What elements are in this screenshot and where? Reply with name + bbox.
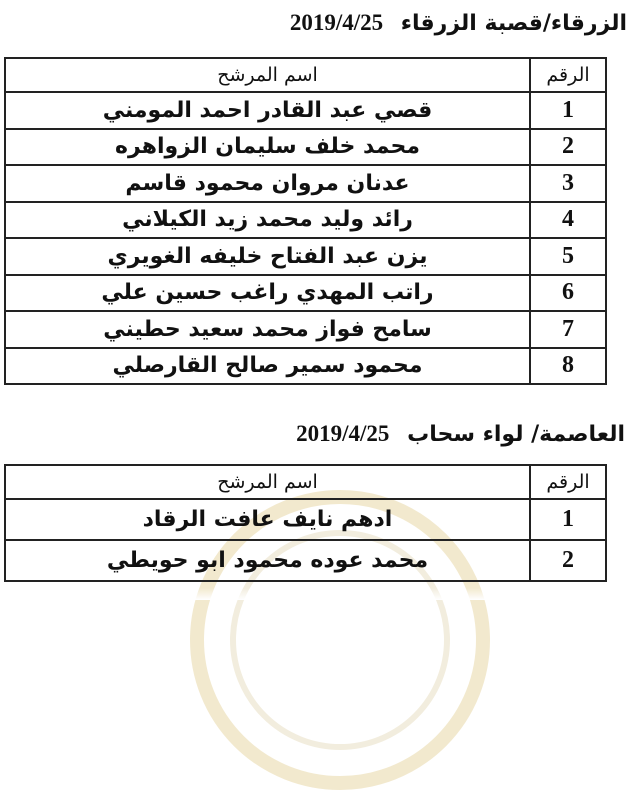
candidate-name: يزن عبد الفتاح خليفه الغويري: [5, 238, 530, 275]
candidate-number: 2: [530, 129, 606, 166]
bottom-edge: [0, 588, 635, 600]
candidate-name: رائد وليد محمد زيد الكيلاني: [5, 202, 530, 239]
candidate-number: 8: [530, 348, 606, 385]
candidate-number: 7: [530, 311, 606, 348]
table-row: [5, 540, 606, 581]
section-title-zarqa: [290, 10, 627, 36]
candidate-name: محمد خلف سليمان الزواهره: [5, 129, 530, 166]
table-header-row: [5, 58, 606, 92]
candidates-table-zarqa: [4, 57, 607, 385]
candidate-number: 3: [530, 165, 606, 202]
candidate-name: عدنان مروان محمود قاسم: [5, 165, 530, 202]
candidate-name: راتب المهدي راغب حسين علي: [5, 275, 530, 312]
header-number: الرقم: [530, 58, 606, 92]
table-header-row: [5, 465, 606, 499]
candidate-number: 1: [530, 499, 606, 540]
table-row: [5, 238, 606, 275]
candidates-table-sahab: [4, 464, 607, 582]
header-number: الرقم: [530, 465, 606, 499]
header-name: اسم المرشح: [5, 58, 530, 92]
section-title-sahab: [296, 421, 625, 447]
candidate-name: سامح فواز محمد سعيد حطيني: [5, 311, 530, 348]
candidate-number: 5: [530, 238, 606, 275]
table-row: [5, 165, 606, 202]
table-row: [5, 129, 606, 166]
candidate-number: 1: [530, 92, 606, 129]
candidate-name: قصي عبد القادر احمد المومني: [5, 92, 530, 129]
section-place: العاصمة/ لواء سحاب: [407, 422, 625, 447]
header-name: اسم المرشح: [5, 465, 530, 499]
table-row: [5, 348, 606, 385]
table-row: [5, 499, 606, 540]
table-row: [5, 202, 606, 239]
table-row: [5, 92, 606, 129]
table-row: [5, 275, 606, 312]
section-place: الزرقاء/قصبة الزرقاء: [400, 11, 627, 36]
section-date: 2019/4/25: [289, 10, 384, 35]
candidate-name: محمد عوده محمود ابو حويطي: [5, 540, 530, 581]
table-row: [5, 311, 606, 348]
section-date: 2019/4/25: [296, 421, 390, 446]
candidate-name: محمود سمير صالح القارصلي: [5, 348, 530, 385]
candidate-name: ادهم نايف عافت الرقاد: [5, 499, 530, 540]
candidate-number: 4: [530, 202, 606, 239]
candidate-number: 6: [530, 275, 606, 312]
candidate-number: 2: [530, 540, 606, 581]
